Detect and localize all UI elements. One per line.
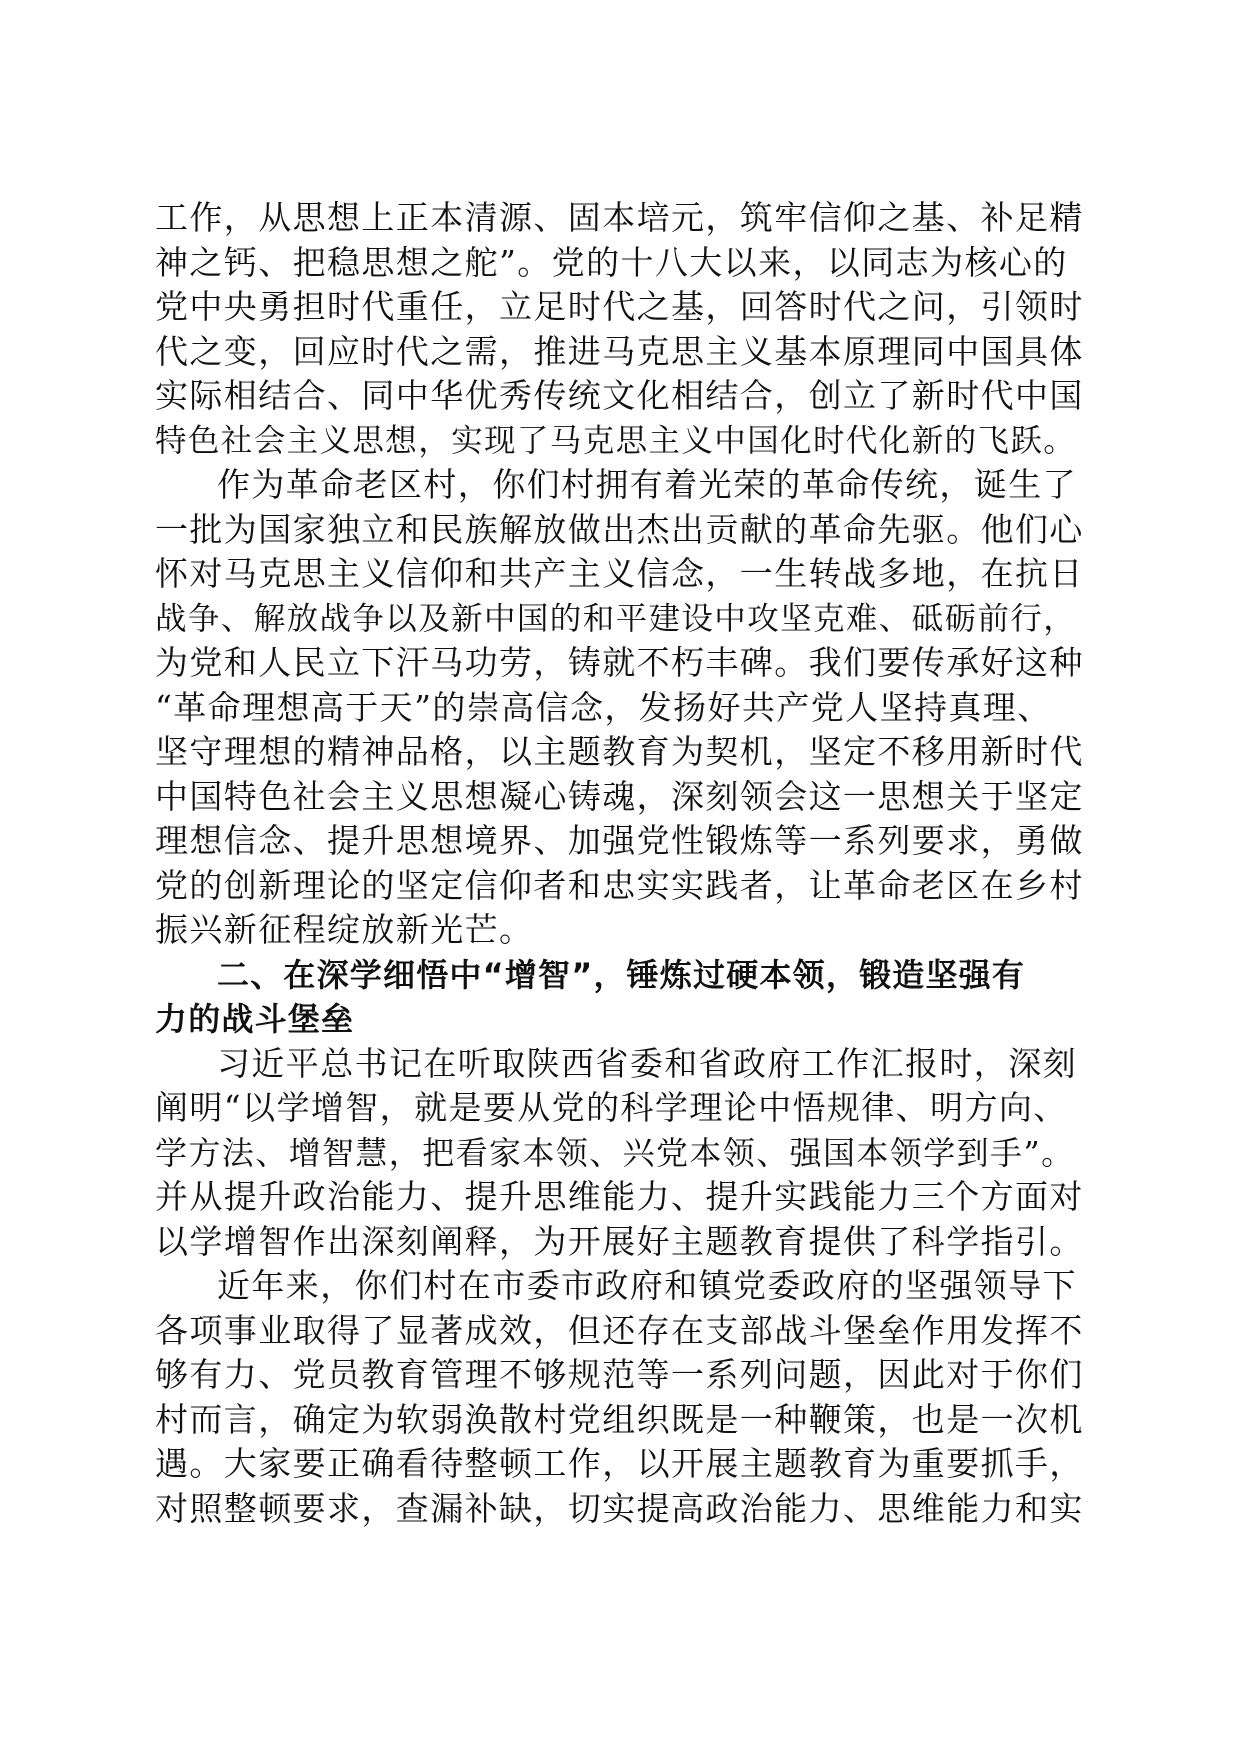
text-line: 神之钙、把稳思想之舵”。党的十八大以来，以同志为核心的 [155, 242, 1068, 282]
text-line: 遇。大家要正确看待整顿工作，以开展主题教育为重要抓手， [155, 1444, 1084, 1483]
text-line: 够有力、党员教育管理不够规范等一系列问题，因此对于你们 [155, 1355, 1084, 1394]
text-line: 阐明“以学增智，就是要从党的科学理论中悟规律、明方向、 [155, 1088, 1068, 1127]
text-line: 以学增智作出深刻阐释，为开展好主题教育提供了科学指引。 [155, 1221, 1084, 1261]
text-line: 代之变，回应时代之需，推进马克思主义基本原理同中国具体 [155, 331, 1084, 371]
text-line: 党的创新理论的坚定信仰者和忠实实践者，让革命老区在乡村 [155, 865, 1084, 905]
section-heading [155, 953, 1085, 1042]
paragraph-1 [155, 196, 1085, 463]
text-line: 各项事业取得了显著成效，但还存在支部战斗堡垒作用发挥不 [155, 1310, 1084, 1350]
text-line: 党中央勇担时代重任，立足时代之基，回答时代之问，引领时 [155, 287, 1084, 326]
text-line: 学方法、增智慧，把看家本领、兴党本领、强国本领学到手”。 [155, 1133, 1075, 1172]
paragraph-2 [155, 463, 1085, 953]
paragraph-3 [155, 1042, 1085, 1265]
text-line: 振兴新征程绽放新光芒。 [155, 910, 534, 949]
text-line: 村而言，确定为软弱涣散村党组织既是一种鞭策，也是一次机 [155, 1399, 1084, 1439]
text-line: 坚守理想的精神品格，以主题教育为契机，坚定不移用新时代 [155, 732, 1084, 771]
text-line: 近年来，你们村在市委市政府和镇党委政府的坚强领导下 [217, 1266, 1077, 1305]
text-line: 战争、解放战争以及新中国的和平建设中攻坚克难、砥砺前行， [155, 600, 1077, 637]
text-line: 并从提升政治能力、提升思维能力、提升实践能力三个方面对 [155, 1177, 1084, 1216]
text-line: 理想信念、提升思想境界、加强党性锻炼等一系列要求，勇做 [155, 821, 1084, 860]
text-line: “革命理想高于天”的崇高信念，发扬好共产党人坚持真理、 [155, 687, 1052, 727]
document-body [155, 196, 1085, 1531]
text-line: 为党和人民立下汗马功劳，铸就不朽丰碑。我们要传承好这种 [155, 643, 1084, 682]
text-line: 对照整顿要求，查漏补缺，切实提高政治能力、思维能力和实 [155, 1488, 1084, 1528]
text-line: 习近平总书记在听取陕西省委和省政府工作汇报时，深刻 [217, 1043, 1077, 1083]
paragraph-4 [155, 1264, 1085, 1531]
heading-line: 二、在深学细悟中“增智”，锤炼过硬本领，锻造坚强有 [217, 955, 1026, 994]
text-line: 怀对马克思主义信仰和共产主义信念，一生转战多地，在抗日 [155, 554, 1084, 593]
text-line: 工作，从思想上正本清源、固本培元，筑牢信仰之基、补足精 [155, 198, 1084, 237]
text-line: 实际相结合、同中华优秀传统文化相结合，创立了新时代中国 [155, 376, 1084, 415]
text-line: 一批为国家独立和民族解放做出杰出贡献的革命先驱。他们心 [155, 509, 1084, 549]
text-line: 作为革命老区村，你们村拥有着光荣的革命传统，诞生了 [217, 465, 1077, 504]
text-line: 中国特色社会主义思想凝心铸魂，深刻领会这一思想关于坚定 [155, 776, 1084, 816]
text-line: 特色社会主义思想，实现了马克思主义中国化时代化新的飞跃。 [155, 422, 1077, 459]
heading-line: 力的战斗堡垒 [155, 1000, 355, 1038]
